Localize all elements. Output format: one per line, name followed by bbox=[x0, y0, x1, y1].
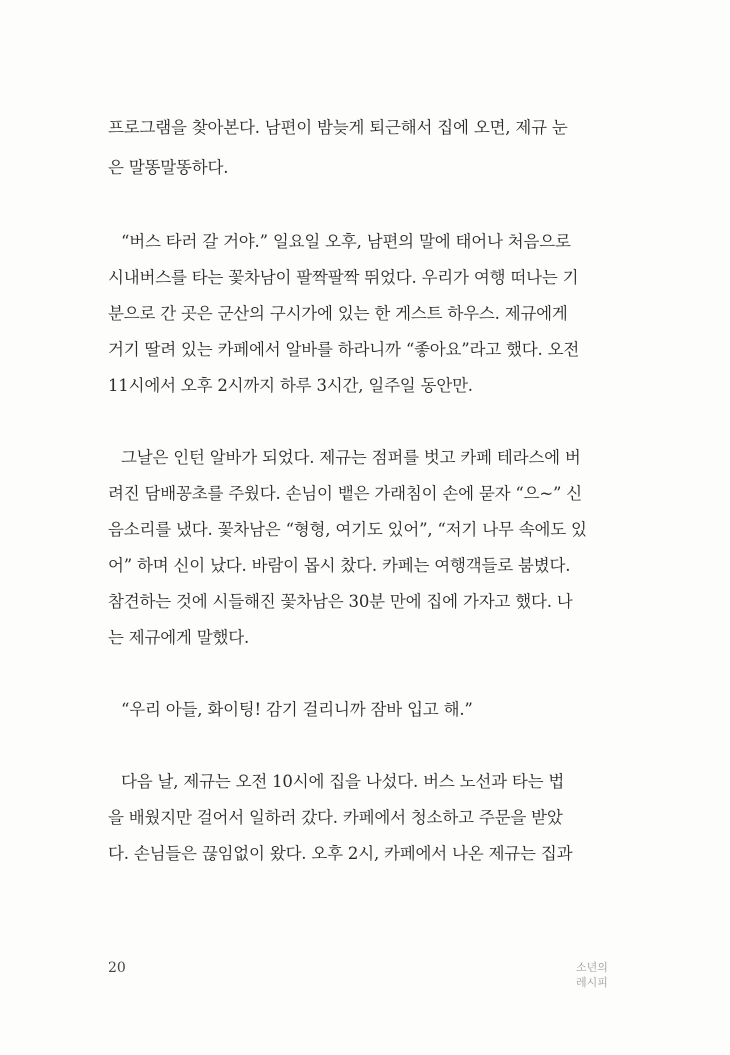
running-head-line-1: 소년의 bbox=[576, 961, 608, 974]
page-number: 20 bbox=[108, 960, 126, 976]
body-line-14: “우리 아들, 화이팅! 감기 걸리니까 잠바 입고 해.” bbox=[121, 700, 473, 719]
body-line-11: 어” 하며 신이 났다. 바람이 몹시 찼다. 카페는 여행객들로 붐볐다. bbox=[108, 556, 571, 575]
body-line-4: 시내버스를 타는 꽃차남이 팔짝팔짝 뛰었다. 우리가 여행 떠나는 기 bbox=[108, 268, 579, 287]
body-line-15: 다음 날, 제규는 오전 10시에 집을 나섰다. 버스 노선과 타는 법 bbox=[121, 772, 565, 791]
body-line-1: 프로그램을 찾아본다. 남편이 밤늦게 퇴근해서 집에 오면, 제규 눈 bbox=[108, 118, 568, 137]
body-line-6: 거기 딸려 있는 카페에서 알바를 하라니까 “좋아요”라고 했다. 오전 bbox=[108, 340, 580, 359]
body-line-9: 려진 담배꽁초를 주웠다. 손님이 뱉은 가래침이 손에 묻자 “으~” 신 bbox=[108, 484, 583, 503]
running-head bbox=[562, 960, 622, 990]
body-line-7: 11시에서 오후 2시까지 하루 3시간, 일주일 동안만. bbox=[108, 376, 473, 395]
body-line-13: 는 제규에게 말했다. bbox=[108, 628, 250, 647]
body-line-8: 그날은 인턴 알바가 되었다. 제규는 점퍼를 벗고 카페 테라스에 버 bbox=[121, 448, 581, 467]
body-line-16: 을 배웠지만 걸어서 일하러 갔다. 카페에서 청소하고 주문을 받았 bbox=[108, 808, 563, 827]
body-line-5: 분으로 간 곳은 군산의 구시가에 있는 한 게스트 하우스. 제규에게 bbox=[108, 304, 568, 323]
body-line-3: “버스 타러 갈 거야.” 일요일 오후, 남편의 말에 태어나 처음으로 bbox=[121, 232, 571, 251]
running-head-line-2: 레시피 bbox=[576, 976, 608, 989]
body-line-10: 음소리를 냈다. 꽃차남은 “형형, 여기도 있어”, “저기 나무 속에도 있 bbox=[108, 520, 587, 539]
body-line-17: 다. 손님들은 끊임없이 왔다. 오후 2시, 카페에서 나온 제규는 집과 bbox=[108, 844, 573, 863]
body-line-2: 은 말똥말똥하다. bbox=[108, 158, 229, 177]
body-line-12: 참견하는 것에 시들해진 꽃차남은 30분 만에 집에 가자고 했다. 나 bbox=[108, 592, 573, 611]
